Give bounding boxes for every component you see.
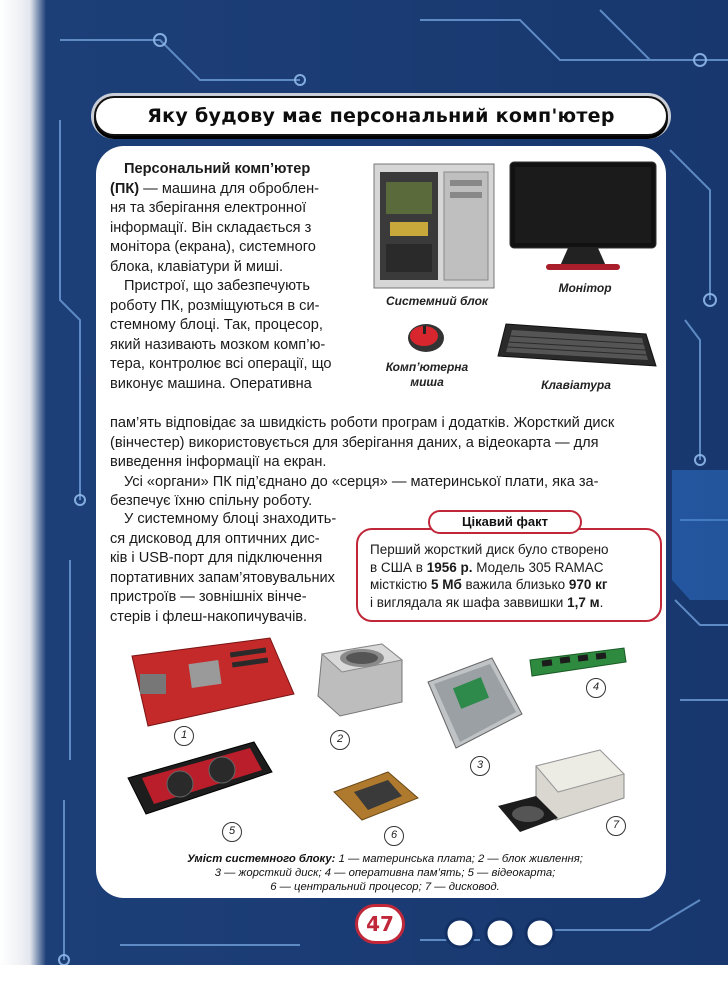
fact-year: 1956 р. <box>426 559 473 575</box>
side-paragraph <box>110 510 350 627</box>
intro-line: ня та зберігання електронної <box>110 200 307 216</box>
intro-line: роботу ПК, розміщуються в си- <box>110 297 320 314</box>
body-paragraph <box>110 414 658 512</box>
number-7: 7 <box>606 816 626 836</box>
legend <box>140 852 630 894</box>
side-line: ків і USB-порт для підключення <box>110 550 323 566</box>
intro-term-abbr: (ПК) <box>110 180 140 197</box>
body-line: пам’ять відповідає за швидкість роботи програм і додатків. Жорсткий диск <box>110 415 615 431</box>
fact-weight: 970 кг <box>568 577 608 592</box>
legend-line2: 3 — жорсткий диск; 4 — оперативна пам’ять; 5 — відеокарта; <box>214 867 556 879</box>
intro-line: виконує машина. Оперативна <box>110 375 312 392</box>
side-line: У системному блоці знаходить- <box>124 511 337 527</box>
cpu-illustration <box>330 770 422 822</box>
bottom-margin <box>0 965 728 1000</box>
video-card-illustration <box>122 738 274 818</box>
intro-line: який називають мозком комп’ю- <box>110 336 326 353</box>
side-line: портативних запам’ятовувальних <box>110 569 335 586</box>
caption-keyboard: Клавіатура <box>541 378 611 392</box>
caption-mouse <box>374 360 480 390</box>
fact-height: 1,7 м <box>567 594 600 610</box>
caption-mouse-line1: Комп’ютерна <box>385 360 469 374</box>
fact-line: і виглядала як шафа заввишки 1,7 м. <box>370 594 604 610</box>
caption-system-unit: Системний блок <box>386 294 488 308</box>
body-line: (вінчестер) використовується для зберігання даних, а відеокарта — для <box>110 434 599 451</box>
keyboard-illustration <box>496 316 660 374</box>
caption-mouse-line2: миша <box>410 375 444 389</box>
monitor-illustration <box>508 160 658 272</box>
fact-text <box>370 541 654 611</box>
intro-line1-rest: — машина для оброблен- <box>139 180 320 197</box>
page-number: 47 <box>355 904 405 944</box>
fact-capacity: 5 Мб <box>430 577 462 592</box>
title-bar <box>94 96 668 136</box>
intro-line: стемному блоці. Так, процесор, <box>110 317 323 333</box>
system-unit-illustration <box>372 162 496 292</box>
fact-line: Перший жорсткий диск було створено <box>370 542 609 557</box>
number-2: 2 <box>330 730 350 750</box>
intro-line: інформації. Він складається з <box>110 219 312 236</box>
mouse-illustration <box>404 318 448 358</box>
caption-monitor: Монітор <box>558 281 612 295</box>
number-1: 1 <box>174 726 194 746</box>
motherboard-illustration <box>120 634 298 730</box>
intro-term: Персональний комп’ютер <box>124 161 311 177</box>
intro-line: Пристрої, що забезпечують <box>124 278 310 294</box>
body-line: Усі «органи» ПК під’єднано до «серця» — материнської плати, яка за- <box>124 473 599 490</box>
fact-title: Цікавий факт <box>428 510 582 534</box>
intro-line: монітора (екрана), системного <box>110 239 316 255</box>
side-line: ся дисковод для оптичних дис- <box>110 530 320 547</box>
intro-line: тера, контролює всі операції, що <box>110 356 332 372</box>
side-line: пристроїв — зовнішніх вінче- <box>110 589 307 605</box>
hard-disk-illustration <box>420 654 524 752</box>
ram-illustration <box>528 646 628 680</box>
power-supply-illustration <box>312 640 404 718</box>
number-3: 3 <box>470 756 490 776</box>
body-line: безпечує їхню спільну роботу. <box>110 493 313 509</box>
number-5: 5 <box>222 822 242 842</box>
side-line: стерів і флеш-накопичувачів. <box>110 608 308 625</box>
intro-line: блока, клавіатури й миші. <box>110 258 284 275</box>
legend-label: Уміст системного блоку: <box>187 853 336 865</box>
legend-line3: 6 — центральний процесор; 7 — дисковод. <box>270 881 500 893</box>
legend-line1: 1 — материнська плата; 2 — блок живлення; <box>335 853 583 865</box>
page-title: Яку будову має персональний комп'ютер <box>147 105 615 127</box>
number-4: 4 <box>586 678 606 698</box>
fact-line: в США в 1956 р. Модель 305 RAMAC <box>370 559 604 575</box>
intro-paragraph <box>110 160 350 394</box>
body-line: виведення інформації на екран. <box>110 454 327 470</box>
fact-line: місткістю 5 Мб важила близько 970 кг <box>370 577 608 592</box>
number-6: 6 <box>384 826 404 846</box>
